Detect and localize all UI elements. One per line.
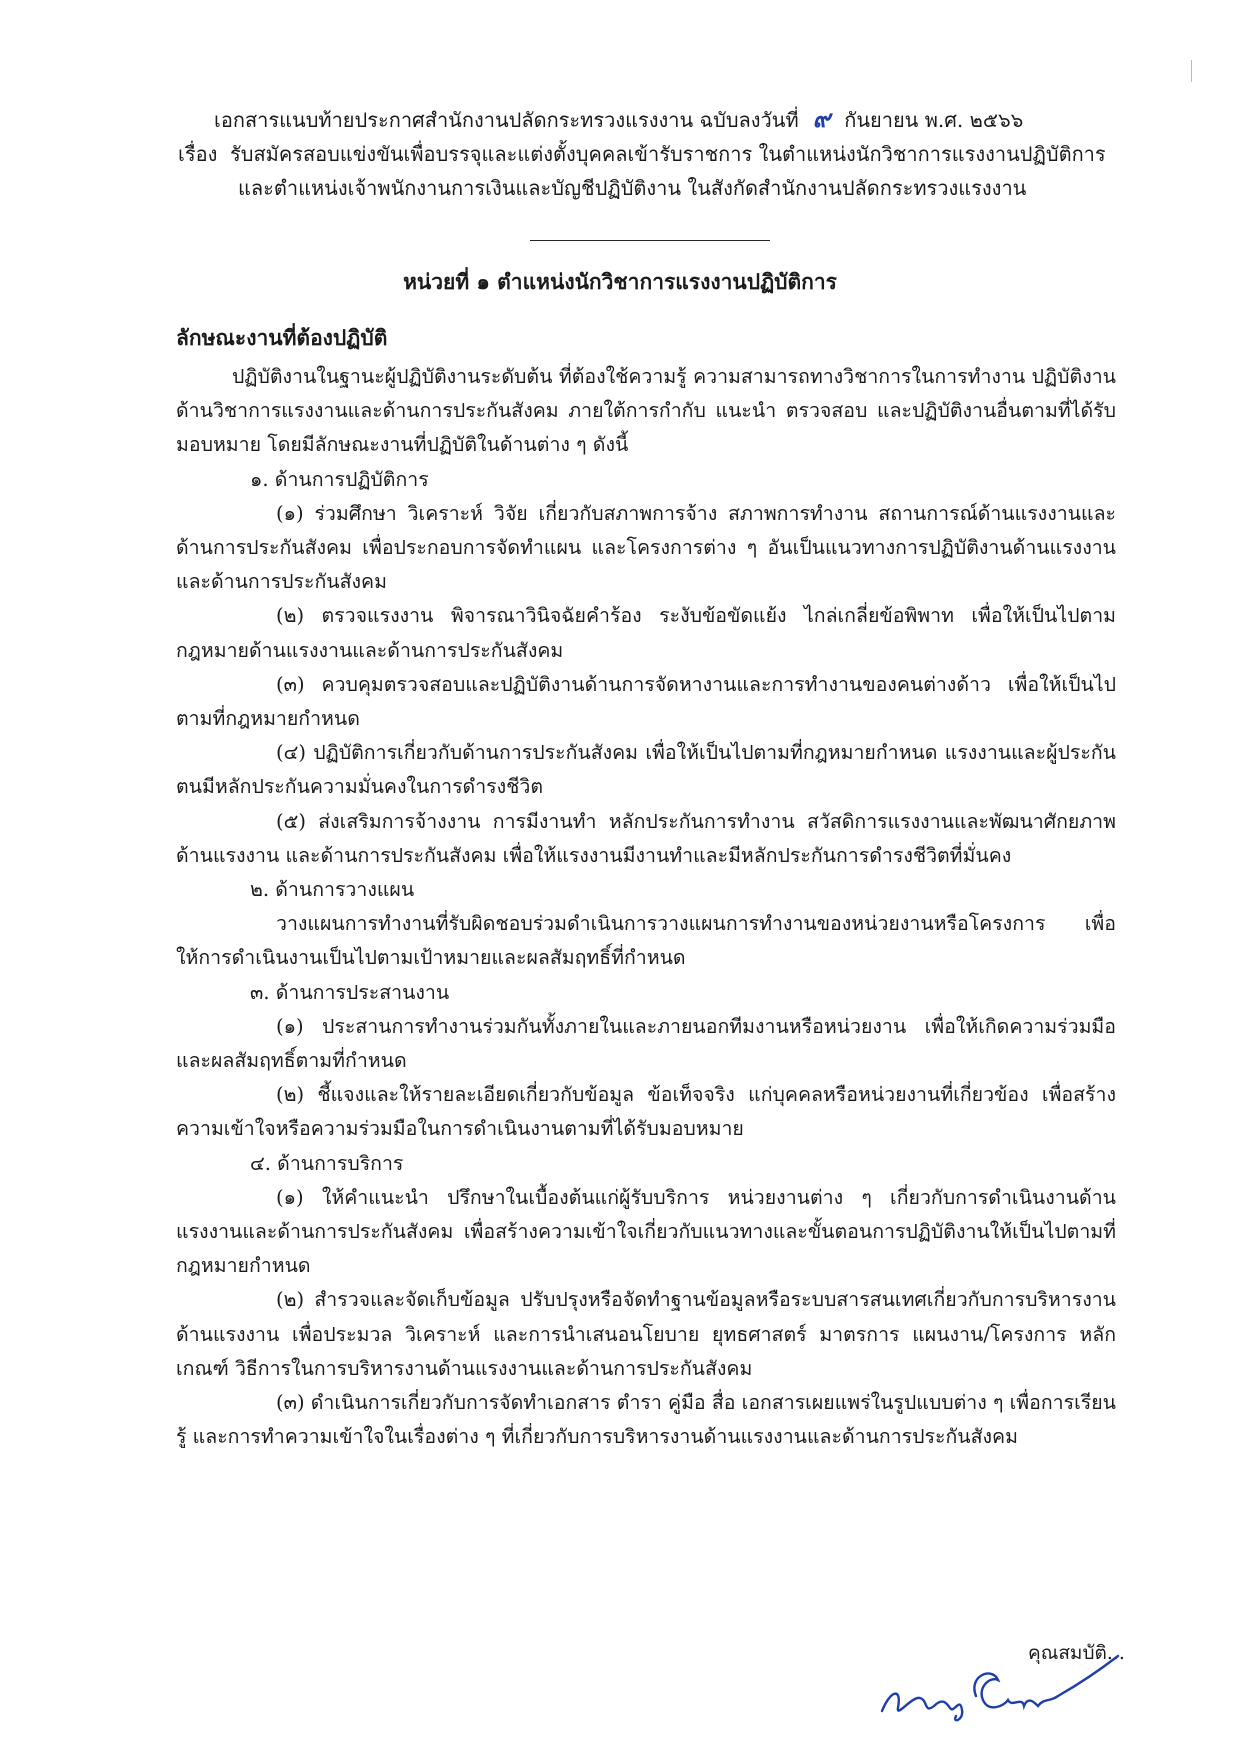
- header-divider: [530, 240, 770, 241]
- category-title-coordination: ๓. ด้านการประสานงาน: [250, 980, 450, 1004]
- signature-icon: [872, 1636, 1122, 1726]
- continuation-note: คุณสมบัติ...: [1028, 1642, 1125, 1664]
- service-item-1: (๑) ให้คำแนะนำ ปรึกษาในเบื้องต้นแก่ผู้รับบริการ หน่วยงานต่าง ๆ เกี่ยวกับการดำเนินงานด้านแรงงานและด้านการประกันสังคม เพื่อสร้างความเข้าใจเกี่ยวกับแนวทางและขั้นตอนการปฏิบัติงานให้เป็นไปตามที่กฎหมายกำหนด: [176, 1185, 1116, 1278]
- operations-item-1: (๑) ร่วมศึกษา วิเคราะห์ วิจัย เกี่ยวกับสภาพการจ้าง สภาพการทำงาน สถานการณ์ด้านแรงงานและด้านการประกันสังคม เพื่อประกอบการจัดทำแผน และโครงการต่าง ๆ อันเป็นแนวทางการปฏิบัติงานด้านแรงงานและด้านการประกันสังคม: [176, 501, 1116, 594]
- unit-title: หน่วยที่ ๑ ตำแหน่งนักวิชาการแรงงานปฏิบัติการ: [403, 269, 837, 294]
- subject-line-1: รับสมัครสอบแข่งขันเพื่อบรรจุและแต่งตั้งบุคคลเข้ารับราชการ ในตำแหน่งนักวิชาการแรงงานปฏิบัติการ: [230, 142, 1106, 166]
- intro-paragraph: ปฏิบัติงานในฐานะผู้ปฏิบัติงานระดับต้น ที่ต้องใช้ความรู้ ความสามารถทางวิชาการในการทำงาน ปฏิบัติงานด้านวิชาการแรงงานและด้านการประกันสังคม ภายใต้การกำกับ แนะนำ ตรวจสอบ และปฏิบัติงานอื่นตามที่ได้รับมอบหมาย โดยมีลักษณะงานที่ปฏิบัติในด้านต่าง ๆ ดังนี้: [176, 365, 1116, 457]
- operations-item-5: (๕) ส่งเสริมการจ้างงาน การมีงานทำ หลักประกันการทำงาน สวัสดิการแรงงานและพัฒนาศักยภาพด้านแรงงาน และด้านการประกันสังคม เพื่อให้แรงงานมีงานทำและมีหลักประกันการดำรงชีวิตที่มั่นคง: [176, 809, 1116, 867]
- category-title-operations: ๑. ด้านการปฏิบัติการ: [250, 467, 429, 491]
- header-attachment-text: เอกสารแนบท้ายประกาศสำนักงานปลัดกระทรวงแรงงาน ฉบับลงวันที่: [214, 108, 799, 132]
- category-title-service: ๔. ด้านการบริการ: [250, 1151, 404, 1175]
- coordination-item-2: (๒) ชี้แจงและให้รายละเอียดเกี่ยวกับข้อมูล ข้อเท็จจริง แก่บุคคลหรือหน่วยงานที่เกี่ยวข้อง เพื่อสร้างความเข้าใจหรือความร่วมมือในการดำเนินงานตามที่ได้รับมอบหมาย: [176, 1083, 1116, 1141]
- document-body: [176, 360, 1116, 1455]
- operations-item-4: (๔) ปฏิบัติการเกี่ยวกับด้านการประกันสังคม เพื่อให้เป็นไปตามที่กฎหมายกำหนด แรงงานและผู้ประกันตนมีหลักประกันความมั่นคงในการดำรงชีวิต: [176, 741, 1116, 799]
- header-subject: [178, 137, 1138, 205]
- category-title-planning: ๒. ด้านการวางแผน: [250, 878, 415, 902]
- scan-mark-icon: [1190, 60, 1193, 82]
- header-month-year: กันยายน พ.ศ. ๒๕๖๖: [844, 108, 1024, 132]
- header-attachment-line: [214, 103, 1114, 136]
- service-item-2: (๒) สำรวจและจัดเก็บข้อมูล ปรับปรุงหรือจัดทำฐานข้อมูลหรือระบบสารสนเทศเกี่ยวกับการบริหารงานด้านแรงงาน เพื่อประมวล วิเคราะห์ และการนำเสนอนโยบาย ยุทธศาสตร์ มาตรการ แผนงาน/โครงการ หลักเกณฑ์ วิธีการในการบริหารงานด้านแรงงานและด้านการประกันสังคม: [176, 1288, 1116, 1380]
- coordination-item-1: (๑) ประสานการทำงานร่วมกันทั้งภายในและภายนอกทีมงานหรือหน่วยงาน เพื่อให้เกิดความร่วมมือและผลสัมฤทธิ์ตามที่กำหนด: [176, 1014, 1116, 1073]
- planning-item-1: วางแผนการทำงานที่รับผิดชอบร่วมดำเนินการวางแผนการทำงานของหน่วยงานหรือโครงการ เพื่อให้การดำเนินงานเป็นไปตามเป้าหมายและผลสัมฤทธิ์ที่กำหนด: [176, 912, 1116, 970]
- subject-label: เรื่อง: [178, 142, 218, 166]
- operations-item-2: (๒) ตรวจแรงงาน พิจารณาวินิจฉัยคำร้อง ระงับข้อขัดแย้ง ไกล่เกลี่ยข้อพิพาท เพื่อให้เป็นไปตามกฎหมายด้านแรงงานและด้านการประกันสังคม: [176, 604, 1116, 662]
- service-item-3: (๓) ดำเนินการเกี่ยวกับการจัดทำเอกสาร ตำรา คู่มือ สื่อ เอกสารเผยแพร่ในรูปแบบต่าง ๆ เพื่อการเรียนรู้ และการทำความเข้าใจในเรื่องต่าง ๆ ที่เกี่ยวกับการบริหารงานด้านแรงงานและด้านการประกันสังคม: [176, 1391, 1116, 1449]
- section-heading: ลักษณะงานที่ต้องปฏิบัติ: [176, 325, 388, 350]
- handwritten-day: ๙: [812, 104, 831, 133]
- operations-item-3: (๓) ควบคุมตรวจสอบและปฏิบัติงานด้านการจัดหางานและการทำงานของคนต่างด้าว เพื่อให้เป็นไปตามที่กฎหมายกำหนด: [176, 672, 1116, 731]
- subject-line-2: และตำแหน่งเจ้าพนักงานการเงินและบัญชีปฏิบัติงาน ในสังกัดสำนักงานปลัดกระทรวงแรงงาน: [238, 176, 1027, 200]
